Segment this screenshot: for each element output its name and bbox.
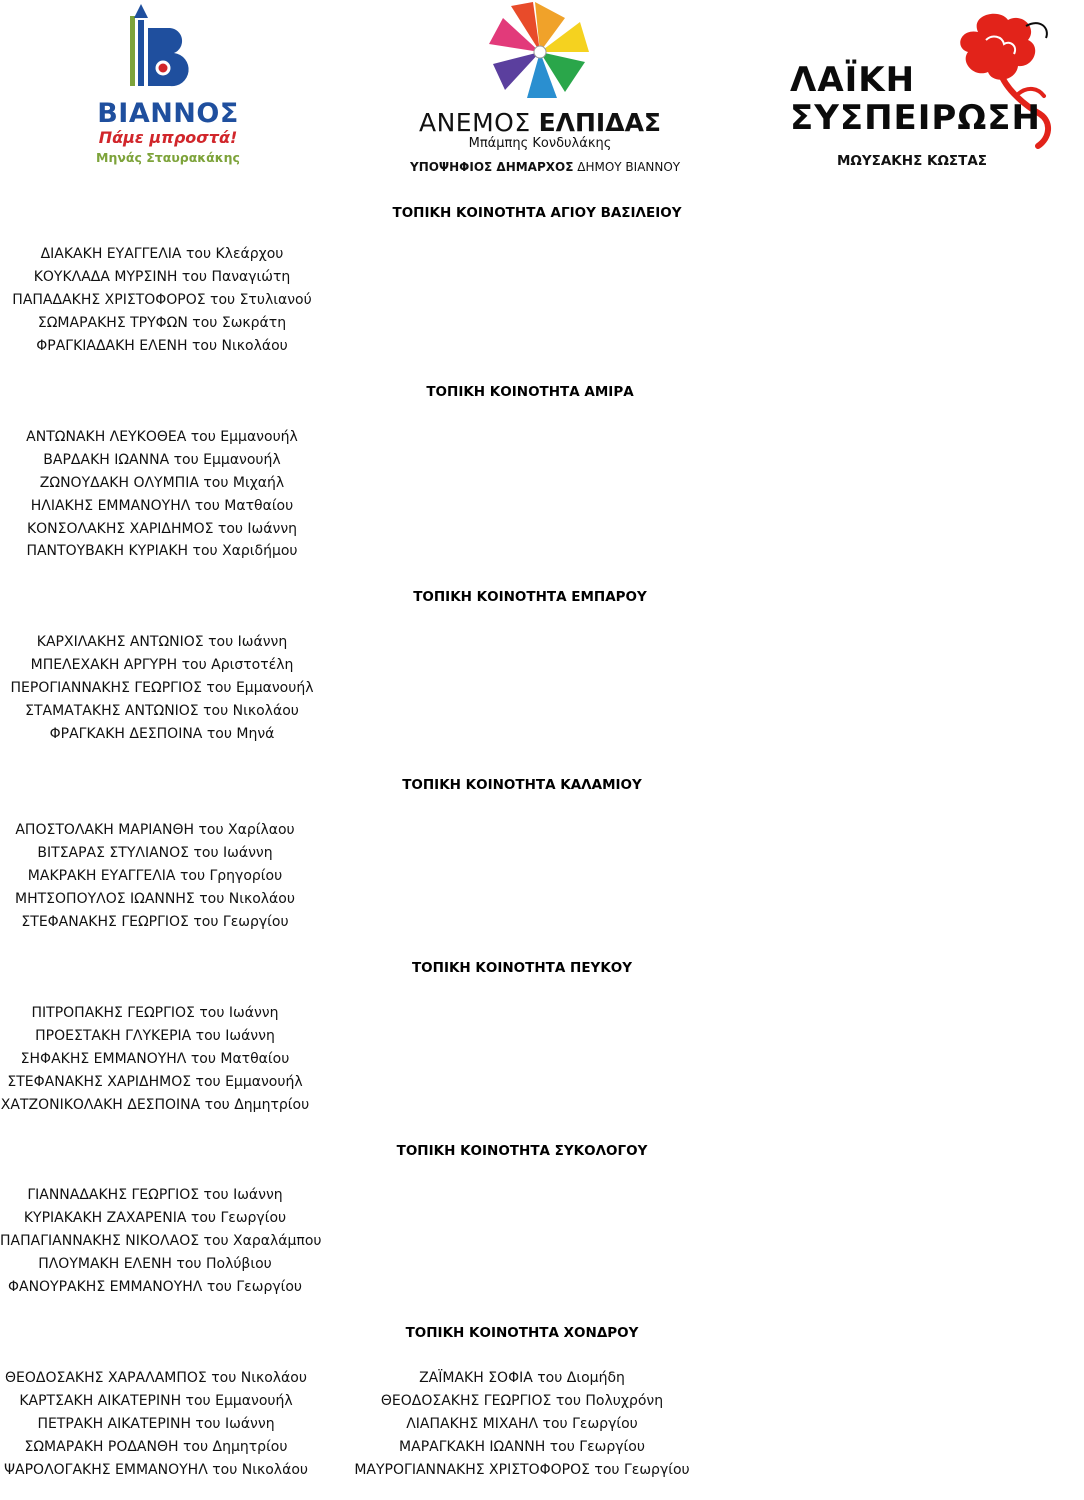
section-title-kalamiou: ΤΟΠΙΚΗ ΚΟΙΝΟΤΗΤΑ ΚΑΛΑΜΙΟΥ (402, 777, 642, 793)
list-item: ΦΡΑΓΚΙΑΔΑΚΗ ΕΛΕΝΗ του Νικολάου (36, 337, 288, 354)
vianos-name: ΒΙΑΝΝΟΣ (97, 98, 239, 129)
anemos-role-bold: ΥΠΟΨΗΦΙΟΣ ΔΗΜΑΡΧΟΣ (410, 160, 574, 174)
list-item: ΜΑΚΡΑΚΗ ΕΥΑΓΓΕΛΙΑ του Γρηγορίου (27, 867, 283, 884)
list-item: ΨΑΡΟΛΟΓΑΚΗΣ ΕΜΜΑΝΟΥΗΛ του Νικολάου (4, 1461, 308, 1478)
anemos-elpidas-name (410, 108, 670, 137)
laiki-line1: ΛΑΪΚΗ (790, 60, 916, 100)
list-item: ΘΕΟΔΟΣΑΚΗΣ ΓΕΩΡΓΙΟΣ του Πολυχρόνη (380, 1392, 664, 1409)
list-item: ΑΝΤΩΝΑΚΗ ΛΕΥΚΟΘΕΑ του Εμμανουήλ (26, 429, 298, 445)
candidate-list-chondrou-right (352, 1367, 692, 1481)
list-item: ΠΙΤΡΟΠΑΚΗΣ ΓΕΩΡΓΙΟΣ του Ιωάννη (31, 1005, 279, 1021)
candidate-list-amira (0, 426, 324, 563)
list-item: ΧΑΤΖΟΝΙΚΟΛΑΚΗ ΔΕΣΠΟΙΝΑ του Δημητρίου (0, 1096, 310, 1113)
list-item: ΠΕΤΡΑΚΗ ΑΙΚΑΤΕΡΙΝΗ του Ιωάννη (37, 1415, 275, 1432)
list-item: ΘΕΟΔΟΣΑΚΗΣ ΧΑΡΑΛΑΜΠΟΣ του Νικολάου (5, 1370, 307, 1386)
list-item: ΜΑΡΑΓΚΑΚΗ ΙΩΑΝΝΗ του Γεωργίου (399, 1438, 645, 1455)
section-title-chondrou: ΤΟΠΙΚΗ ΚΟΙΝΟΤΗΤΑ ΧΟΝΔΡΟΥ (405, 1325, 639, 1341)
section-title-emparou: ΤΟΠΙΚΗ ΚΟΙΝΟΤΗΤΑ ΕΜΠΑΡΟΥ (413, 589, 647, 605)
list-item: ΠΑΠΑΓΙΑΝΝΑΚΗΣ ΝΙΚΟΛΑΟΣ του Χαραλάμπου (0, 1232, 322, 1249)
list-item: ΦΡΑΓΚΑΚΗ ΔΕΣΠΟΙΝΑ του Μηνά (49, 725, 275, 742)
list-item: ΛΙΑΠΑΚΗΣ ΜΙΧΑΗΛ του Γεωργίου (406, 1415, 638, 1432)
list-item: ΖΑΪΜΑΚΗ ΣΟΦΙΑ του Διομήδη (419, 1370, 625, 1386)
list-item: ΦΑΝΟΥΡΑΚΗΣ ΕΜΜΑΝΟΥΗΛ του Γεωργίου (7, 1278, 303, 1295)
list-item: ΣΗΦΑΚΗΣ ΕΜΜΑΝΟΥΗΛ του Ματθαίου (20, 1050, 290, 1067)
candidate-list-sykologou (0, 1184, 322, 1298)
laiki-leader: ΜΩΥΣΑΚΗΣ ΚΩΣΤΑΣ (836, 153, 988, 169)
anemos-role (410, 160, 681, 174)
anemos-leader: Μπάμπης Κονδυλάκης (468, 136, 612, 151)
list-item: ΜΠΕΛΕΧΑΚΗ ΑΡΓΥΡΗ του Αριστοτέλη (30, 656, 294, 673)
list-item: ΗΛΙΑΚΗΣ ΕΜΜΑΝΟΥΗΛ του Ματθαίου (30, 497, 294, 514)
candidate-list-chondrou-left (0, 1367, 312, 1481)
anemos-name-light: ΑΝΕΜΟΣ (418, 108, 531, 137)
pinwheel-icon (485, 0, 595, 105)
list-item: ΔΙΑΚΑΚΗ ΕΥΑΓΓΕΛΙΑ του Κλεάρχου (40, 246, 284, 262)
candidate-list-pefkou (0, 1002, 310, 1116)
list-item: ΚΟΥΚΛΑΔΑ ΜΥΡΣΙΝΗ του Παναγιώτη (33, 268, 291, 285)
list-item: ΠΡΟΕΣΤΑΚΗ ΓΛΥΚΕΡΙΑ του Ιωάννη (35, 1027, 275, 1044)
candidate-list-emparou (0, 631, 324, 745)
anemos-elpidas-logo (410, 0, 681, 180)
candidate-list-kalamiou (0, 819, 310, 933)
list-item: ΠΕΡΟΓΙΑΝΝΑΚΗΣ ΓΕΩΡΓΙΟΣ του Εμμανουήλ (10, 679, 314, 696)
vianos-logo (88, 0, 248, 175)
vianos-leader: Μηνάς Σταυρακάκης (96, 150, 240, 165)
list-item: ΣΩΜΑΡΑΚΗΣ ΤΡΥΦΩΝ του Σωκράτη (37, 314, 287, 331)
list-item: ΚΑΡΧΙΛΑΚΗΣ ΑΝΤΩΝΙΟΣ του Ιωάννη (36, 634, 288, 650)
laiki-syspeirosi-logo (780, 0, 1070, 180)
list-item: ΣΤΕΦΑΝΑΚΗΣ ΓΕΩΡΓΙΟΣ του Γεωργίου (21, 913, 289, 930)
list-item: ΠΑΠΑΔΑΚΗΣ ΧΡΙΣΤΟΦΟΡΟΣ του Στυλιανού (12, 291, 312, 308)
list-item: ΒΙΤΣΑΡΑΣ ΣΤΥΛΙΑΝΟΣ του Ιωάννη (37, 844, 273, 861)
list-item: ΠΛΟΥΜΑΚΗ ΕΛΕΝΗ του Πολύβιου (38, 1255, 272, 1272)
section-title-pefkou: ΤΟΠΙΚΗ ΚΟΙΝΟΤΗΤΑ ΠΕΥΚΟΥ (411, 960, 633, 976)
list-item: ΖΩΝΟΥΔΑΚΗ ΟΛΥΜΠΙΑ του Μιχαήλ (39, 474, 285, 491)
list-item: ΚΑΡΤΣΑΚΗ ΑΙΚΑΤΕΡΙΝΗ του Εμμανουήλ (19, 1392, 293, 1409)
list-item: ΜΗΤΣΟΠΟΥΛΟΣ ΙΩΑΝΝΗΣ του Νικολάου (15, 890, 295, 907)
anemos-role-rest: ΔΗΜΟΥ ΒΙΑΝΝΟΥ (577, 160, 681, 174)
vianos-slogan: Πάμε μπροστά! (98, 128, 238, 147)
section-title-amira: ΤΟΠΙΚΗ ΚΟΙΝΟΤΗΤΑ ΑΜΙΡΑ (426, 384, 634, 400)
list-item: ΓΙΑΝΝΑΔΑΚΗΣ ΓΕΩΡΓΙΟΣ του Ιωάννη (27, 1187, 283, 1203)
list-item: ΣΤΕΦΑΝΑΚΗΣ ΧΑΡΙΔΗΜΟΣ του Εμμανουήλ (7, 1073, 303, 1090)
list-item: ΑΠΟΣΤΟΛΑΚΗ ΜΑΡΙΑΝΘΗ του Χαρίλαου (15, 822, 295, 838)
vianos-emblem-icon (126, 2, 212, 94)
laiki-line2: ΣΥΣΠΕΙΡΩΣΗ (790, 98, 1041, 138)
list-item: ΚΥΡΙΑΚΑΚΗ ΖΑΧΑΡΕΝΙΑ του Γεωργίου (23, 1209, 287, 1226)
section-title-sykologou: ΤΟΠΙΚΗ ΚΟΙΝΟΤΗΤΑ ΣΥΚΟΛΟΓΟΥ (396, 1143, 648, 1159)
list-item: ΣΤΑΜΑΤΑΚΗΣ ΑΝΤΩΝΙΟΣ του Νικολάου (25, 702, 299, 719)
section-title-agios-vasileios: ΤΟΠΙΚΗ ΚΟΙΝΟΤΗΤΑ ΑΓΙΟΥ ΒΑΣΙΛΕΙΟΥ (392, 205, 682, 221)
list-item: ΣΩΜΑΡΑΚΗ ΡΟΔΑΝΘΗ του Δημητρίου (24, 1438, 288, 1455)
list-item: ΚΟΝΣΟΛΑΚΗΣ ΧΑΡΙΔΗΜΟΣ του Ιωάννη (26, 520, 298, 537)
list-item: ΠΑΝΤΟΥΒΑΚΗ ΚΥΡΙΑΚΗ του Χαριδήμου (26, 543, 298, 560)
anemos-name-bold: ΕΛΠΙΔΑΣ (538, 108, 662, 137)
list-item: ΜΑΥΡΟΓΙΑΝΝΑΚΗΣ ΧΡΙΣΤΟΦΟΡΟΣ του Γεωργίου (354, 1461, 690, 1478)
candidate-list-agios-vasileios (0, 243, 324, 357)
list-item: ΒΑΡΔΑΚΗ ΙΩΑΝΝΑ του Εμμανουήλ (43, 451, 281, 468)
